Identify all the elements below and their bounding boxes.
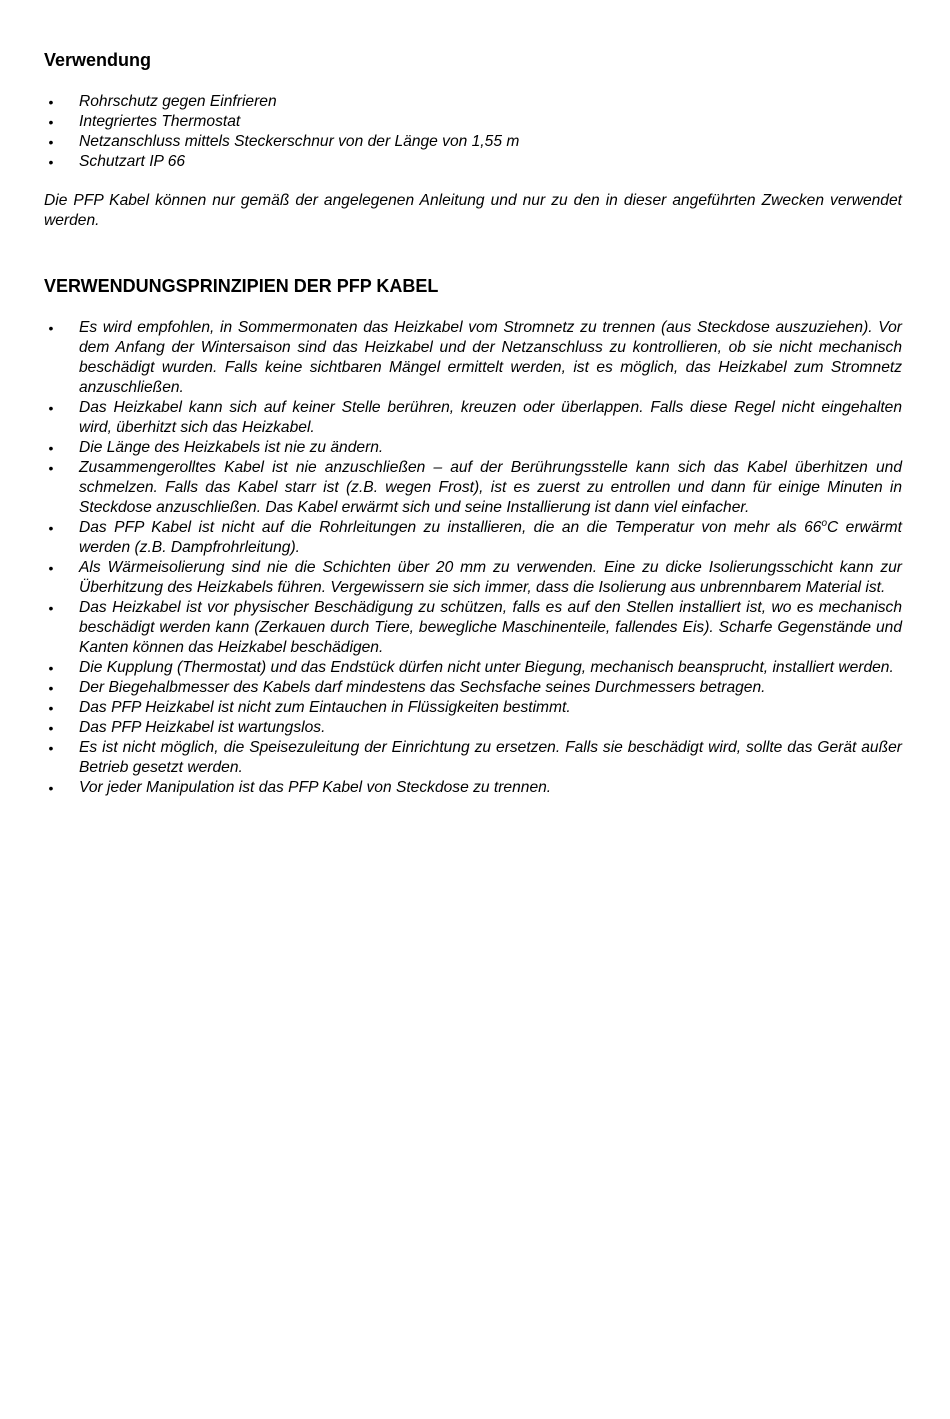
bullet-icon: • [48, 720, 54, 736]
list-item: • Das Heizkabel ist vor physischer Beschädigung zu schützen, falls es auf den Stellen installiert ist, wo es mechanisch beschädigt werden kann (Zerkauen durch Tiere, bewegliche Maschinenteile, fallendes Eis). Scharfe Gegenstände und Kanten können das Heizkabel beschädigen. [44, 598, 902, 658]
bullet-icon: • [48, 440, 54, 456]
section-title-verwendung: Verwendung [44, 50, 152, 70]
list-item: • Es wird empfohlen, in Sommermonaten das Heizkabel vom Stromnetz zu trennen (aus Steckdose auszuziehen). Vor dem Anfang der Wintersaison sind das Heizkabel und der Netzanschluss zu kontrollieren, ob sie nicht mechanisch beschädigt wurden. Falls keine sichtbaren Mängel ermittelt werden, ist es möglich, das Heizkabel zum Stromnetz anzuschließen. [44, 318, 902, 398]
list-item: • Vor jeder Manipulation ist das PFP Kabel von Steckdose zu trennen. [44, 778, 902, 798]
list-item: • Das Heizkabel kann sich auf keiner Stelle berühren, kreuzen oder überlappen. Falls diese Regel nicht eingehalten wird, überhitzt sich das Heizkabel. [44, 398, 902, 438]
bullet-icon: • [48, 460, 54, 476]
list-item: • Das PFP Kabel ist nicht auf die Rohrleitungen zu installieren, die an die Temperatur von mehr als 66$^o$C erwärmt werden (z.B. Dampfrohrleitung). [44, 518, 902, 558]
section-title-principles: VERWENDUNGSPRINZIPIEN DER PFP KABEL [44, 276, 439, 296]
list-item: • Rohrschutz gegen Einfrieren [44, 92, 902, 112]
list-item: • Integriertes Thermostat [44, 112, 902, 132]
bullet-icon: • [48, 520, 54, 536]
degree-superscript: o [821, 517, 828, 529]
list-item: • Zusammengerolltes Kabel ist nie anzuschließen – auf der Berührungsstelle kann sich das Kabel überhitzen und schmelzen. Falls das Kabel starr ist (z.B. wegen Frost), ist es zuerst zu entrollen und dann für einige Minuten in Steckdose anzuschließen. Das Kabel erwärmt sich und seine Installierung ist dann viel einfacher. [44, 458, 902, 518]
bullet-icon: • [48, 780, 54, 796]
bullet-icon: • [48, 154, 54, 170]
bullet-icon: • [48, 680, 54, 696]
usage-note: Die PFP Kabel können nur gemäß der angelegenen Anleitung und nur zu den in dieser angeführten Zwecken verwendet werden. [44, 192, 902, 229]
list-item: • Die Kupplung (Thermostat) und das Endstück dürfen nicht unter Biegung, mechanisch beansprucht, installiert werden. [44, 658, 902, 678]
list-item: • Die Länge des Heizkabels ist nie zu ändern. [44, 438, 902, 458]
document-page [44, 48, 902, 798]
usage-list [44, 92, 902, 172]
list-item: • Das PFP Heizkabel ist wartungslos. [44, 718, 902, 738]
bullet-icon: • [48, 700, 54, 716]
list-item: • Schutzart IP 66 [44, 152, 902, 172]
bullet-icon: • [48, 400, 54, 416]
bullet-icon: • [48, 134, 54, 150]
principles-list [44, 318, 902, 798]
bullet-icon: • [48, 600, 54, 616]
list-item: • Der Biegehalbmesser des Kabels darf mindestens das Sechsfache seines Durchmessers betragen. [44, 678, 902, 698]
bullet-icon: • [48, 740, 54, 756]
bullet-icon: • [48, 560, 54, 576]
bullet-icon: • [48, 94, 54, 110]
bullet-icon: • [48, 114, 54, 130]
bullet-icon: • [48, 660, 54, 676]
list-item: • Als Wärmeisolierung sind nie die Schichten über 20 mm zu verwenden. Eine zu dicke Isolierungsschicht kann zur Überhitzung des Heizkabels führen. Vergewissern sie sich immer, dass die Isolierung aus unbrennbarem Material ist. [44, 558, 902, 598]
list-item: • Netzanschluss mittels Steckerschnur von der Länge von 1,55 m [44, 132, 902, 152]
bullet-icon: • [48, 320, 54, 336]
list-item: • Es ist nicht möglich, die Speisezuleitung der Einrichtung zu ersetzen. Falls sie beschädigt wird, sollte das Gerät außer Betrieb gesetzt werden. [44, 738, 902, 778]
list-item: • Das PFP Heizkabel ist nicht zum Eintauchen in Flüssigkeiten bestimmt. [44, 698, 902, 718]
